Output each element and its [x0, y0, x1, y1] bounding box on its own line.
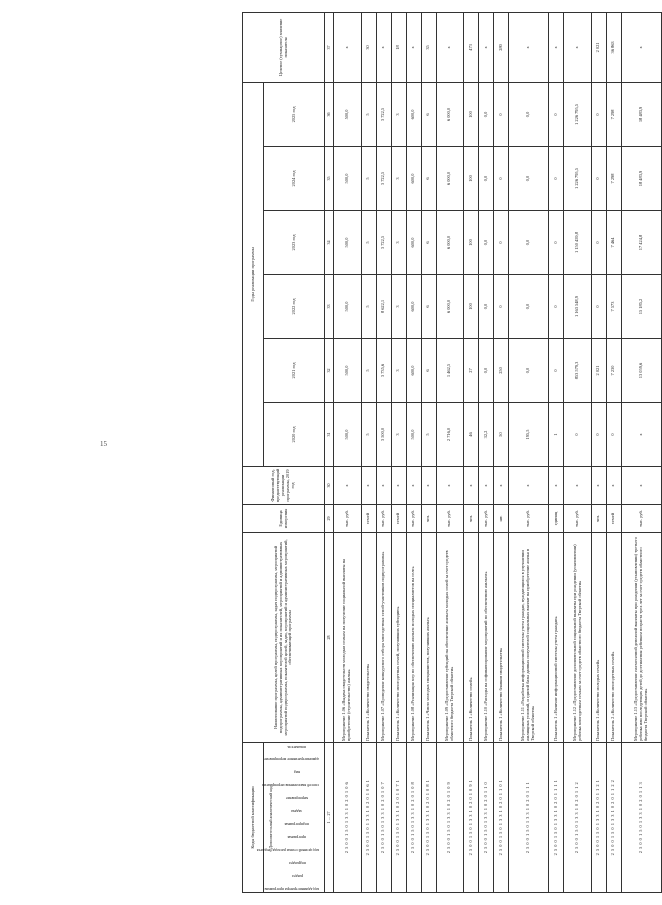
row-value-2024: 5	[361, 147, 376, 211]
row-total-cell: 280	[494, 12, 509, 82]
row-value-2021: 2 021	[591, 339, 606, 403]
row-value-2021: 13 059,6	[621, 339, 661, 403]
row-value-2023: 5	[361, 211, 376, 275]
codes-group-header: Коды бюджетной классификации	[243, 743, 264, 893]
row-value-2021: 0	[549, 339, 564, 403]
code-subheader: код администратора программы	[264, 887, 320, 892]
row-total-cell: 18	[391, 12, 406, 82]
row-fin-year-cell: х	[479, 467, 494, 505]
row-value-2024: 3 722,5	[376, 147, 391, 211]
years-group-header: Годы реализации программы	[243, 82, 264, 466]
code-subheader: задача	[291, 809, 303, 815]
row-value-2024: 0,0	[509, 147, 549, 211]
row-total-cell: 35	[421, 12, 436, 82]
unit-column-header: Единица измерения	[243, 505, 325, 533]
row-value-2025: 0	[549, 82, 564, 146]
row-value-2025: 0,0	[509, 82, 549, 146]
year-header-2022: 2022 год	[264, 275, 325, 339]
row-value-2024: 1 226 795,5	[564, 147, 592, 211]
row-value-2023: 6 000,0	[436, 211, 464, 275]
row-value-2023: 0	[591, 211, 606, 275]
row-unit-cell: тыс. руб.	[479, 505, 494, 533]
column-index: 29	[325, 505, 334, 533]
code-subheader: подраздел	[288, 861, 306, 867]
row-value-2024: 0	[494, 147, 509, 211]
row-total-cell: х	[479, 12, 494, 82]
row-total-cell: 30	[361, 12, 376, 82]
column-index: 31	[325, 403, 334, 467]
table-row	[376, 12, 391, 892]
table-row	[479, 12, 494, 892]
row-name-cell: Показатель 2 «Количество многодетных семей»	[606, 533, 621, 743]
row-value-2021: 1 462,5	[436, 339, 464, 403]
row-fin-year-cell: х	[376, 467, 391, 505]
row-code-cell: 2 5 0 0 1 5 0 1 3 3 1 0 2 0 1 0 6	[334, 743, 362, 893]
row-value-2023: 17 424,8	[621, 211, 661, 275]
row-total-cell: х	[376, 12, 391, 82]
program-table	[242, 12, 662, 893]
row-value-2025: 500,0	[334, 82, 362, 146]
row-name-cell: Мероприятие 1.12 «Предоставление дополнительной социальной выплаты при рождении (усыновлении) ребенка многодетным семьям за счет средств областного бюджета Тверской области»	[564, 533, 592, 743]
row-value-2022: 0	[494, 275, 509, 339]
row-value-2025: 7 298	[606, 82, 621, 146]
column-index: 34	[325, 211, 334, 275]
row-fin-year-cell: х	[494, 467, 509, 505]
table-row	[464, 12, 479, 892]
table-row	[621, 12, 661, 892]
row-value-2021: 27	[464, 339, 479, 403]
row-unit-cell: семей	[361, 505, 376, 533]
row-value-2021: 3 735,6	[376, 339, 391, 403]
row-name-cell: Показатель 1 «Количество семей»	[464, 533, 479, 743]
row-value-2022: 500,0	[334, 275, 362, 339]
row-value-2024: 0,0	[479, 147, 494, 211]
row-fin-year-cell: х	[464, 467, 479, 505]
code-subheader: раздел	[291, 874, 303, 880]
row-code-cell: 2 5 0 0 1 5 0 1 3 3 1 0 2 0 1 1 0	[479, 743, 494, 893]
year-header-2020: 2020 год	[264, 403, 325, 467]
code-subheader: программа	[288, 835, 307, 841]
row-value-2025: 0,0	[479, 82, 494, 146]
row-name-cell: Мероприятие 1.07 «Проведение конкурсного отбора многодетных семей-участников подпрограммы»	[376, 533, 391, 743]
row-name-cell: Показатель 1 «Число молодых специалистов, получивших жилье»	[421, 533, 436, 743]
name-column-header: Наименование программы, целей программы, подпрограммы, задач подпрограммы, мероприятий подпрограммы, административных мероприятий и их показателей, мероприятий и административных мероприятий подпрограммы, показателей целей, задач, мероприятий и административных мероприятий, обеспечивающей программы	[243, 533, 325, 743]
column-index: 32	[325, 339, 334, 403]
row-code-cell: 2 5 0 0 1 5 0 1 3 3 1 0 2 0 1 0 8 1	[421, 743, 436, 893]
row-value-2021: 500,0	[334, 339, 362, 403]
row-value-2021: 6	[421, 339, 436, 403]
row-value-2025: 18 483,9	[621, 82, 661, 146]
row-value-2022: 0	[549, 275, 564, 339]
row-value-2021: 600,0	[406, 339, 421, 403]
row-code-cell: 2 5 0 0 1 5 0 1 3 3 1 0 2 0 1 1 1	[509, 743, 549, 893]
table-row	[421, 12, 436, 892]
row-unit-cell: тыс. руб.	[376, 505, 391, 533]
row-fin-year-cell: х	[509, 467, 549, 505]
fin-year-column-header: Финансовый год, предшествующий реализации программы, 2019 год	[243, 467, 325, 505]
row-value-2025: 3 722,5	[376, 82, 391, 146]
column-index: 33	[325, 275, 334, 339]
column-index: 1	[325, 821, 331, 824]
row-total-cell: х	[549, 12, 564, 82]
row-value-2023: 3 722,5	[376, 211, 391, 275]
row-value-2020: 195,5	[509, 403, 549, 467]
row-value-2025: 100	[464, 82, 479, 146]
row-value-2021: 3	[391, 339, 406, 403]
row-unit-cell: чел.	[591, 505, 606, 533]
row-value-2020: 0	[591, 403, 606, 467]
row-value-2022: 0,0	[479, 275, 494, 339]
row-code-cell: 2 5 0 0 1 5 0 1 3 3 1 0 2 0 1 1 2	[564, 743, 592, 893]
row-total-cell: х	[334, 12, 362, 82]
row-code-cell: 2 5 0 0 1 5 0 1 3 3 1 0 2 0 1 0 7	[376, 743, 391, 893]
row-unit-cell: шт.	[494, 505, 509, 533]
row-value-2022: 15 185,2	[621, 275, 661, 339]
row-name-cell: Показатель 1 «Количество бланков свидетельств»	[494, 533, 509, 743]
row-code-cell: 2 5 0 0 1 5 0 1 3 3 1 0 2 0 1 0 9	[436, 743, 464, 893]
table-row	[606, 12, 621, 892]
row-value-2023: 1 150 459,8	[564, 211, 592, 275]
row-value-2024: 18 483,9	[621, 147, 661, 211]
column-index: 28	[325, 533, 334, 743]
row-value-2020: 32,2	[479, 403, 494, 467]
row-value-2023: 0	[494, 211, 509, 275]
table-row	[334, 12, 362, 892]
row-total-cell: х	[509, 12, 549, 82]
row-value-2024: 0	[591, 147, 606, 211]
row-fin-year-cell: х	[391, 467, 406, 505]
row-value-2023: 500,0	[334, 211, 362, 275]
row-name-cell: Показатель 1 «Количество многодетных семей, получивших субсидию»	[391, 533, 406, 743]
row-value-2024: 7 298	[606, 147, 621, 211]
table-row	[509, 12, 549, 892]
column-index: 36	[325, 82, 334, 146]
row-value-2021: 5	[361, 339, 376, 403]
row-total-cell: 2 021	[591, 12, 606, 82]
row-value-2025: 1 226 795,5	[564, 82, 592, 146]
row-value-2024: 3	[391, 147, 406, 211]
row-value-2020: 50	[494, 403, 509, 467]
code-subheader: способ выполнения мероприятия	[262, 783, 320, 789]
row-fin-year-cell: х	[436, 467, 464, 505]
row-fin-year-cell: х	[421, 467, 436, 505]
table-row	[361, 12, 376, 892]
row-fin-year-cell: х	[591, 467, 606, 505]
row-code-cell: 2 5 0 0 1 5 0 1 3 3 1 0 2 0 1 1 2 2	[606, 743, 621, 893]
row-code-cell: 2 5 0 0 1 5 0 1 3 3 1 0 2 0 1 1 1 1	[549, 743, 564, 893]
row-value-2020: 2 716,0	[436, 403, 464, 467]
row-total-cell: х	[564, 12, 592, 82]
table-row	[391, 12, 406, 892]
page-number: 15	[100, 440, 107, 448]
row-value-2025: 6 000,0	[436, 82, 464, 146]
row-name-cell: Показатель 1 «Количество свидетельств»	[361, 533, 376, 743]
code-subheader: показатель	[287, 744, 307, 750]
row-value-2021: 250	[494, 339, 509, 403]
row-name-cell: Мероприятие 1.10 «Расходы на софинансирование мероприятий по обеспечению жильем»	[479, 533, 494, 743]
row-value-2021: 853 579,3	[564, 339, 592, 403]
row-code-cell: 2 5 0 0 1 5 0 1 3 3 1 0 2 0 1 0 8	[406, 743, 421, 893]
row-unit-cell: чел.	[464, 505, 479, 533]
row-code-cell: 2 5 0 0 1 5 0 1 3 3 1 0 2 0 1 0 6 1	[361, 743, 376, 893]
row-total-cell: х	[436, 12, 464, 82]
row-value-2022: 1 163 548,9	[564, 275, 592, 339]
row-value-2025: 6	[421, 82, 436, 146]
row-total-cell: 473	[464, 12, 479, 82]
row-unit-cell: тыс. руб.	[564, 505, 592, 533]
row-value-2023: 0,0	[509, 211, 549, 275]
table-row	[549, 12, 564, 892]
row-value-2023: 0	[549, 211, 564, 275]
row-unit-cell: тыс. руб.	[436, 505, 464, 533]
row-fin-year-cell: х	[564, 467, 592, 505]
code-subheader: подпрограмма	[284, 822, 310, 828]
row-unit-cell: семей	[606, 505, 621, 533]
row-name-cell: Мероприятие 1.08 «Реализация мер по обеспечению жильем молодых специалистов на селе»	[406, 533, 421, 743]
column-index: 35	[325, 147, 334, 211]
table-row	[436, 12, 464, 892]
row-value-2025: 0	[591, 82, 606, 146]
row-code-cell: 2 5 0 0 1 5 0 1 3 3 1 0 2 0 1 0 9 1	[464, 743, 479, 893]
row-value-2022: 0,0	[509, 275, 549, 339]
row-value-2020: 5	[361, 403, 376, 467]
analytic-group-label: Дополнительный аналитический код	[267, 786, 273, 849]
column-index-codes: 1 … 27	[325, 743, 334, 893]
row-value-2023: 600,0	[406, 211, 421, 275]
row-value-2022: 5	[361, 275, 376, 339]
row-value-2022: 600,0	[406, 275, 421, 339]
row-value-2020: 1	[549, 403, 564, 467]
row-value-2025: 0	[494, 82, 509, 146]
row-total-cell: 36 863	[606, 12, 621, 82]
row-unit-cell: тыс. руб.	[406, 505, 421, 533]
row-value-2021: 7 230	[606, 339, 621, 403]
row-value-2021: 0,0	[509, 339, 549, 403]
row-value-2025: 5	[361, 82, 376, 146]
table-row	[591, 12, 606, 892]
row-name-cell: Показатель 1 «Количество молодых семей»	[591, 533, 606, 743]
row-value-2024: 100	[464, 147, 479, 211]
column-index: 27	[325, 811, 331, 816]
year-header-2021: 2021 год	[264, 339, 325, 403]
row-value-2023: 3	[391, 211, 406, 275]
analytic-group-header	[256, 743, 325, 893]
rotated-table-wrapper	[242, 13, 662, 893]
table-body	[334, 12, 662, 892]
row-value-2024: 600,0	[406, 147, 421, 211]
row-total-cell: х	[621, 12, 661, 82]
row-value-2023: 0,0	[479, 211, 494, 275]
row-value-2020: 5	[421, 403, 436, 467]
code-subheader: вид	[294, 770, 301, 776]
row-value-2021: 0,0	[479, 339, 494, 403]
row-fin-year-cell: х	[406, 467, 421, 505]
code-subheader: код целевой статьи расхода бюджета	[256, 848, 320, 854]
row-name-cell: Мероприятие 1.11 «Разработка информационной системы учета граждан, нуждающихся в улучшении жилищных условий, и единой базы данных получателей социальных выплат на приобретение жилья в Тверской области»	[509, 533, 549, 743]
code-subheader: мероприятие	[286, 796, 309, 802]
row-value-2024: 500,0	[334, 147, 362, 211]
year-header-2024: 2024 год	[264, 147, 325, 211]
row-fin-year-cell: х	[549, 467, 564, 505]
row-code-cell: 2 5 0 0 1 5 0 1 3 3 1 0 2 0 1 0 7 1	[391, 743, 406, 893]
row-code-cell: 2 5 0 0 1 5 0 1 3 3 1 0 2 0 1 1 2 1	[591, 743, 606, 893]
row-value-2022: 0	[591, 275, 606, 339]
row-total-cell: х	[406, 12, 421, 82]
row-fin-year-cell: х	[334, 467, 362, 505]
row-name-cell: Показатель 1 «Наличие информационной системы учета граждан»	[549, 533, 564, 743]
row-name-cell: Мероприятие 1.13 «Предоставление ежемесячной денежной выплаты при рождении (усыновлении) третьего ребенка или последующих детей до достижения ребенком возраста трех лет за счет средств областного бюджета Тверской области»	[621, 533, 661, 743]
row-unit-cell: единиц	[549, 505, 564, 533]
row-value-2020: 0	[606, 403, 621, 467]
row-value-2020: 500,0	[334, 403, 362, 467]
row-value-2022: 3	[391, 275, 406, 339]
column-index: 37	[325, 12, 334, 82]
row-value-2020: 0	[564, 403, 592, 467]
row-code-cell: 2 5 0 0 1 5 0 1 3 3 1 0 2 0 1 1 0 1	[494, 743, 509, 893]
table-row	[406, 12, 421, 892]
row-value-2024: 6 000,0	[436, 147, 464, 211]
row-name-cell: Мероприятие 1.06 «Выдача свидетельств молодым семьям на получение социальной выплаты на приобретение (строительство) жилья»	[334, 533, 362, 743]
column-index: 30	[325, 467, 334, 505]
row-value-2022: 6	[421, 275, 436, 339]
row-value-2024: 6	[421, 147, 436, 211]
row-unit-cell: тыс. руб.	[334, 505, 362, 533]
row-code-cell: 2 5 0 0 1 5 0 1 3 3 1 0 2 0 1 1 3	[621, 743, 661, 893]
row-value-2023: 100	[464, 211, 479, 275]
table-row	[494, 12, 509, 892]
row-name-cell: Мероприятие 1.09 «Предоставление субсидий на обеспечение жильем молодых семей за счет средств областного бюджета Тверской области»	[436, 533, 464, 743]
row-value-2024: 0	[549, 147, 564, 211]
row-fin-year-cell: х	[621, 467, 661, 505]
year-header-2025: 2025 год	[264, 82, 325, 146]
row-value-2020: 46	[464, 403, 479, 467]
row-value-2020: 3	[391, 403, 406, 467]
row-value-2025: 3	[391, 82, 406, 146]
row-value-2020: 500,0	[406, 403, 421, 467]
row-value-2022: 6 000,0	[436, 275, 464, 339]
final-value-column-header: Целевое (суммарное) значение показателя	[243, 12, 325, 82]
row-unit-cell: тыс. руб.	[509, 505, 549, 533]
row-value-2022: 8 622,1	[376, 275, 391, 339]
row-value-2022: 7 573	[606, 275, 621, 339]
row-value-2022: 100	[464, 275, 479, 339]
year-header-2023: 2023 год	[264, 211, 325, 275]
row-value-2020: 3 500,0	[376, 403, 391, 467]
row-value-2025: 600,0	[406, 82, 421, 146]
row-fin-year-cell: х	[361, 467, 376, 505]
row-value-2023: 6	[421, 211, 436, 275]
row-unit-cell: чел.	[421, 505, 436, 533]
row-unit-cell: семей	[391, 505, 406, 533]
row-unit-cell: тыс. руб.	[621, 505, 661, 533]
row-value-2020: х	[621, 403, 661, 467]
code-subheader: административное мероприятие	[264, 757, 320, 763]
row-value-2023: 7 464	[606, 211, 621, 275]
row-fin-year-cell: х	[606, 467, 621, 505]
table-row	[564, 12, 592, 892]
